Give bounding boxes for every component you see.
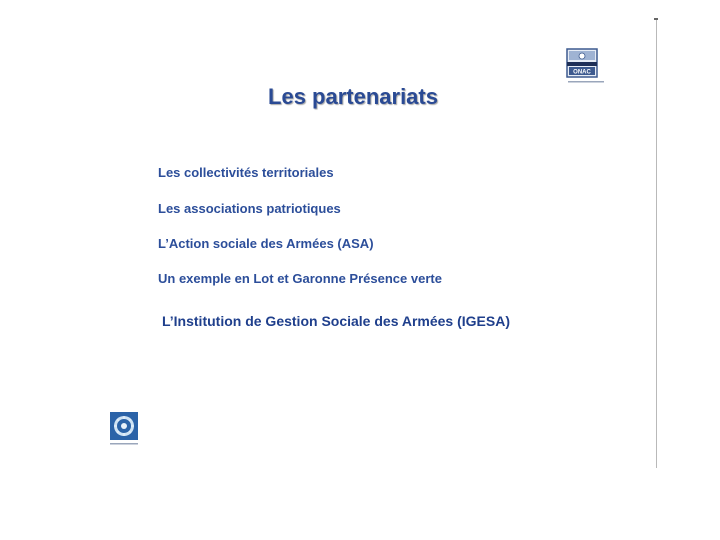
partner-item-igesa: L’Institution de Gestion Sociale des Armées (IGESA)	[162, 313, 510, 329]
slide-title: Les partenariats	[268, 84, 438, 109]
partner-item-collectivites: Les collectivités territoriales	[158, 165, 334, 180]
onac-logo-icon	[566, 48, 598, 78]
logo-caption-scribble	[104, 442, 144, 446]
bleuet-de-france-logo-icon	[110, 412, 138, 440]
onac-logo-text: ONAC	[573, 69, 591, 76]
partner-item-associations: Les associations patriotiques	[158, 201, 341, 216]
bleuet-logo-caption	[104, 442, 144, 447]
corner-mark	[654, 18, 658, 20]
partner-item-presence-verte: Un exemple en Lot et Garonne Présence verte	[158, 271, 442, 286]
partner-item-asa: L’Action sociale des Armées (ASA)	[158, 236, 374, 251]
